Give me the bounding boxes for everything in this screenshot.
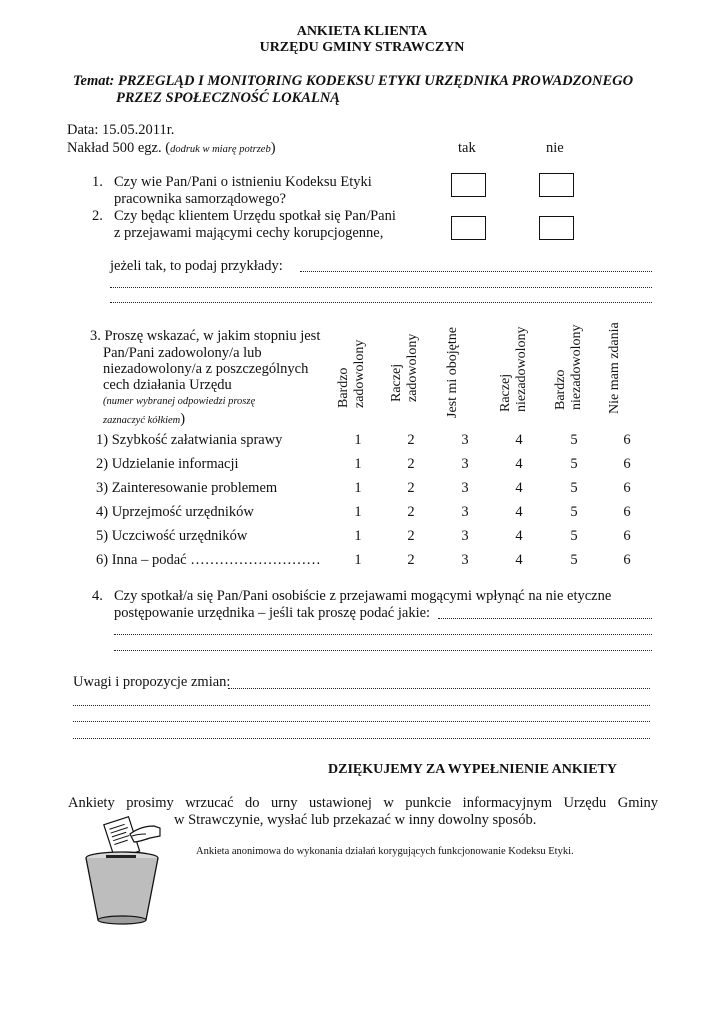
col-header-very-satisfied-l1: Bardzo [336, 367, 351, 408]
row-label-1: 1) Szybkość załatwiania sprawy [96, 432, 283, 448]
footer-line-1: Ankiety prosimy wrzucać do urny ustawionej w punkcie informacyjnym Urzędu Gminy [68, 795, 658, 811]
rating-option[interactable]: 2 [407, 504, 415, 520]
row-label-3: 3) Zainteresowanie problemem [96, 480, 278, 496]
col-header-very-dissatisfied [553, 324, 585, 410]
no-column-header: nie [546, 140, 564, 156]
q3-note-close: ) [180, 411, 186, 427]
rating-option[interactable]: 4 [515, 504, 523, 520]
col-header-rather-satisfied [389, 334, 421, 402]
remarks-line-2[interactable] [73, 705, 650, 706]
col-header-no-opinion-l1: Nie mam zdania [607, 322, 622, 414]
col-header-rather-dissatisfied-l1: Raczej [498, 373, 513, 412]
rating-option[interactable]: 4 [515, 528, 523, 544]
rating-option[interactable]: 3 [461, 456, 469, 472]
rating-option[interactable]: 2 [407, 552, 415, 568]
q3-text-line-1: 3. Proszę wskazać, w jakim stopniu jest [90, 328, 321, 344]
rating-option[interactable]: 2 [407, 456, 415, 472]
rating-option[interactable]: 2 [407, 480, 415, 496]
rating-option[interactable]: 1 [354, 528, 362, 544]
row-label-2: 2) Udzielanie informacji [96, 456, 239, 472]
form-subtitle: URZĘDU GMINY STRAWCZYN [259, 40, 465, 55]
remarks-line-4[interactable] [73, 738, 650, 739]
remarks-line-1[interactable] [228, 688, 650, 689]
survey-date: Data: 15.05.2011r. [67, 122, 175, 138]
q4-answer-line-3[interactable] [114, 650, 652, 651]
thank-you-message: DZIĘKUJEMY ZA WYPEŁNIENIE ANKIETY [328, 762, 618, 777]
rating-option[interactable]: 6 [623, 456, 631, 472]
rating-option[interactable]: 6 [623, 528, 631, 544]
col-header-very-satisfied-l2: zadowolony [352, 339, 367, 408]
rating-option[interactable]: 5 [570, 504, 578, 520]
q3-note-text: zaznaczyć kółkiem [103, 415, 181, 426]
rating-option[interactable]: 5 [570, 528, 578, 544]
q4-text-line-2: postępowanie urzędnika – jeśli tak proszę podać jakie: [114, 605, 431, 621]
print-run-text: Nakład 500 egz. ( [67, 140, 171, 156]
topic-line-1: Temat: PRZEGLĄD I MONITORING KODEKSU ETYKI URZĘDNIKA PROWADZONEGO [73, 73, 634, 89]
rating-option[interactable]: 2 [407, 432, 415, 448]
rating-option[interactable]: 5 [570, 480, 578, 496]
remarks-label: Uwagi i propozycje zmian: [73, 674, 231, 690]
rating-option[interactable]: 2 [407, 528, 415, 544]
col-header-very-dissatisfied-l1: Bardzo [553, 369, 568, 410]
col-header-rather-dissatisfied-l2: niezadowolony [514, 326, 529, 412]
examples-line-1[interactable] [300, 271, 652, 272]
q2-yes-checkbox[interactable] [451, 216, 486, 240]
col-header-very-dissatisfied-l2: niezadowolony [569, 324, 584, 410]
q4-answer-line-2[interactable] [114, 634, 652, 635]
rating-option[interactable]: 4 [515, 480, 523, 496]
col-header-rather-satisfied-l2: zadowolony [405, 333, 420, 402]
print-run-close: ) [270, 140, 276, 156]
col-header-rather-dissatisfied [498, 326, 530, 412]
q3-note-line-2 [103, 410, 185, 428]
ballot-box-icon [80, 812, 180, 935]
form-title: ANKIETA KLIENTA [296, 24, 428, 39]
footer-line-2: w Strawczynie, wysłać lub przekazać w inny dowolny sposób. [174, 812, 537, 828]
col-header-rather-satisfied-l1: Raczej [389, 363, 404, 402]
rating-option[interactable]: 5 [570, 552, 578, 568]
topic-line-2: PRZEZ SPOŁECZNOŚĆ LOKALNĄ [116, 90, 340, 106]
q1-yes-checkbox[interactable] [451, 173, 486, 197]
rating-option[interactable]: 1 [354, 456, 362, 472]
rating-option[interactable]: 4 [515, 432, 523, 448]
rating-option[interactable]: 3 [461, 480, 469, 496]
col-header-indifferent-l1: Jest mi obojętne [445, 327, 460, 418]
q4-number: 4. [92, 588, 103, 604]
col-header-no-opinion [607, 322, 623, 414]
examples-line-3[interactable] [110, 302, 652, 303]
q2-text-line-2: z przejawami mającymi cechy korupcjogenne, [114, 225, 384, 241]
rating-option[interactable]: 1 [354, 552, 362, 568]
col-header-indifferent [445, 327, 461, 418]
rating-option[interactable]: 6 [623, 432, 631, 448]
rating-option[interactable]: 3 [461, 432, 469, 448]
q1-text-line-2: pracownika samorządowego? [114, 191, 286, 207]
rating-option[interactable]: 3 [461, 528, 469, 544]
rating-option[interactable]: 5 [570, 456, 578, 472]
rating-option[interactable]: 1 [354, 480, 362, 496]
rating-option[interactable]: 1 [354, 504, 362, 520]
q3-text-line-3: niezadowolony/a z poszczególnych [103, 361, 309, 377]
rating-option[interactable]: 4 [515, 456, 523, 472]
examples-line-2[interactable] [110, 287, 652, 288]
rating-option[interactable]: 3 [461, 504, 469, 520]
q1-no-checkbox[interactable] [539, 173, 574, 197]
rating-option[interactable]: 1 [354, 432, 362, 448]
row-label-5: 5) Uczciwość urzędników [96, 528, 248, 544]
rating-option[interactable]: 4 [515, 552, 523, 568]
q3-text-line-2: Pan/Pani zadowolony/a lub [103, 345, 262, 361]
q1-text-line-1: Czy wie Pan/Pani o istnieniu Kodeksu Etyki [114, 174, 372, 190]
col-header-very-satisfied [336, 340, 368, 408]
q2-number: 2. [92, 208, 103, 224]
q2-no-checkbox[interactable] [539, 216, 574, 240]
anonymous-note: Ankieta anonimowa do wykonania działań korygujących funkcjonowanie Kodeksu Etyki. [196, 846, 574, 857]
yes-column-header: tak [458, 140, 476, 156]
print-run [67, 140, 276, 157]
q4-answer-line-1[interactable] [438, 618, 652, 619]
rating-option[interactable]: 6 [623, 552, 631, 568]
row-label-4: 4) Uprzejmość urzędników [96, 504, 254, 520]
rating-option[interactable]: 6 [623, 480, 631, 496]
rating-option[interactable]: 5 [570, 432, 578, 448]
q1-number: 1. [92, 174, 103, 190]
examples-label: jeżeli tak, to podaj przykłady: [110, 258, 283, 274]
q3-text-line-4: cech działania Urzędu [103, 377, 232, 393]
row-label-6: 6) Inna – podać ……………………… [96, 552, 321, 568]
rating-option[interactable]: 6 [623, 504, 631, 520]
remarks-line-3[interactable] [73, 721, 650, 722]
q2-text-line-1: Czy będąc klientem Urzędu spotkał się Pan/Pani [114, 208, 396, 224]
rating-option[interactable]: 3 [461, 552, 469, 568]
q3-note-line-1: (numer wybranej odpowiedzi proszę [103, 396, 256, 407]
q4-text-line-1: Czy spotkał/a się Pan/Pani osobiście z przejawami mogącymi wpłynąć na nie etyczne [114, 588, 612, 604]
print-run-note: dodruk w miarę potrzeb [170, 144, 271, 155]
